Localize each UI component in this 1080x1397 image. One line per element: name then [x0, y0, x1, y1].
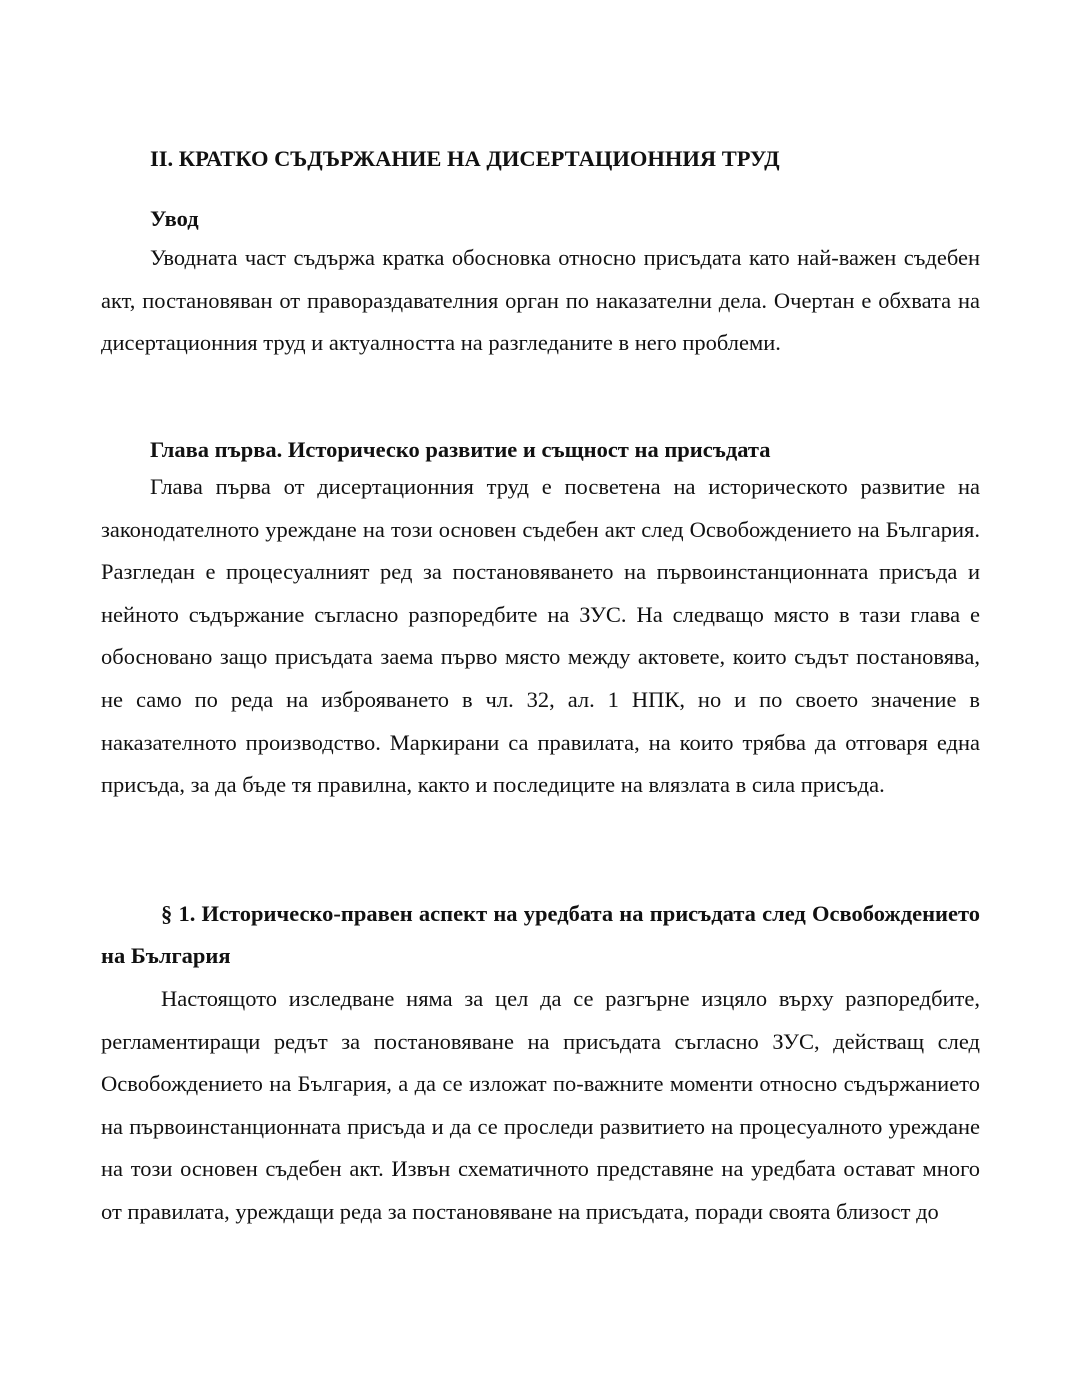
intro-heading: Увод [150, 206, 199, 231]
chapter-one-paragraph: Глава първа от дисертационния труд е посветена на историческото развитие на законодателното уреждане на този основен съдебен акт след Освобождението на България. Разгледан е процесуалният ред за постановяването на първоинстанционната присъда и нейното съдържание съгласно разпоредбите на ЗУС. На следващо място в тази глава е обосновано защо присъдата заема първо място между актовете, които съдът постановява, не само по реда на изброяването в чл. 32, ал. 1 НПК, но и по своето значение в наказателното производство. Маркирани са правилата, на които трябва да отговаря една присъда, за да бъде тя правилна, както и последиците на влязлата в сила присъда. [101, 474, 980, 798]
section-one-title: § 1. Историческо-правен аспект на уредбата на присъдата след Освобождението на България [101, 901, 980, 968]
main-heading: II. КРАТКО СЪДЪРЖАНИЕ НА ДИСЕРТАЦИОННИЯ ТРУД [150, 146, 780, 171]
section-one-paragraph: Настоящото изследване няма за цел да се разгърне изцяло върху разпоредбите, регламентиращи редът за постановяване на присъдата съгласно ЗУС, действащ след Освобождението на България, а да се изложат по-важните моменти относно съдържанието на първоинстанционната присъда и да се проследи развитието на процесуалното уреждане на този основен съдебен акт. Извън схематичното представяне на уредбата остават много от правилата, уреждащи реда за постановяване на присъдата, поради своята близост до [101, 986, 980, 1224]
chapter-one-heading: Глава първа. Историческо развитие и същност на присъдата [150, 437, 771, 462]
intro-paragraph: Уводната част съдържа кратка обосновка относно присъдата като най-важен съдебен акт, постановяван от правораздавателния орган по наказателни дела. Очертан е обхвата на дисертационния труд и актуалността на разгледаните в него проблеми. [101, 245, 980, 356]
